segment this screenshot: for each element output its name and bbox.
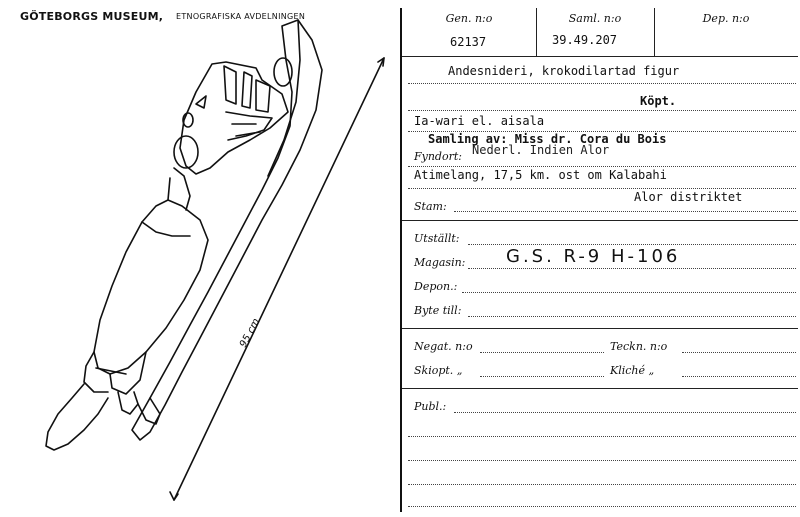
- stam-label: Stam:: [414, 200, 447, 213]
- negat-label: Negat. n:o: [414, 340, 473, 353]
- museum-name: GÖTEBORGS MUSEUM,: [20, 10, 164, 23]
- gen-no-value: 62137: [450, 35, 487, 49]
- magasin-value: G.S. R-9 H-106: [506, 246, 681, 267]
- plank-hole: [274, 58, 292, 86]
- tail-handle: [46, 384, 108, 450]
- fyndort-value: Atimelang, 17,5 km. ost om Kalabahi: [414, 168, 667, 182]
- fyndort-label: Fyndort:: [414, 150, 462, 163]
- teckn-label: Teckn. n:o: [610, 340, 668, 353]
- byte-till-label: Byte till:: [414, 304, 462, 317]
- measure-arrow: [174, 58, 384, 500]
- department-name: ETNOGRAFISKA AVDELNINGEN: [176, 12, 306, 21]
- depon-label: Depon.:: [414, 280, 458, 293]
- acquisition-type: Köpt.: [640, 94, 677, 108]
- measure-note: 95 cm: [237, 316, 263, 350]
- plank-outline: [132, 20, 322, 440]
- saml-no-value: 39.49.207: [552, 33, 618, 47]
- publ-label: Publ.:: [414, 400, 447, 413]
- saml-no-label: Saml. n:o: [568, 12, 622, 25]
- gen-no-label: Gen. n:o: [445, 12, 493, 25]
- region-overlap: Nederl. Indien Alor: [472, 143, 610, 157]
- catalog-card: [400, 8, 798, 512]
- object-description: Andesnideri, krokodilartad figur: [448, 64, 680, 78]
- district: Alor distriktet: [634, 190, 743, 204]
- skiopt-label: Skiopt. „: [414, 364, 463, 377]
- carving-drawing: [0, 0, 395, 517]
- dep-no-label: Dep. n:o: [702, 12, 750, 25]
- magasin-label: Magasin:: [414, 256, 466, 269]
- figure-body: [94, 200, 208, 374]
- collection-name: Samling av: Miss dr. Cora du Bois: [428, 132, 667, 146]
- native-name: Ia-wari el. aisala: [414, 114, 545, 128]
- utstallt-label: Utställt:: [414, 232, 460, 245]
- kliche-label: Kliché „: [610, 364, 655, 377]
